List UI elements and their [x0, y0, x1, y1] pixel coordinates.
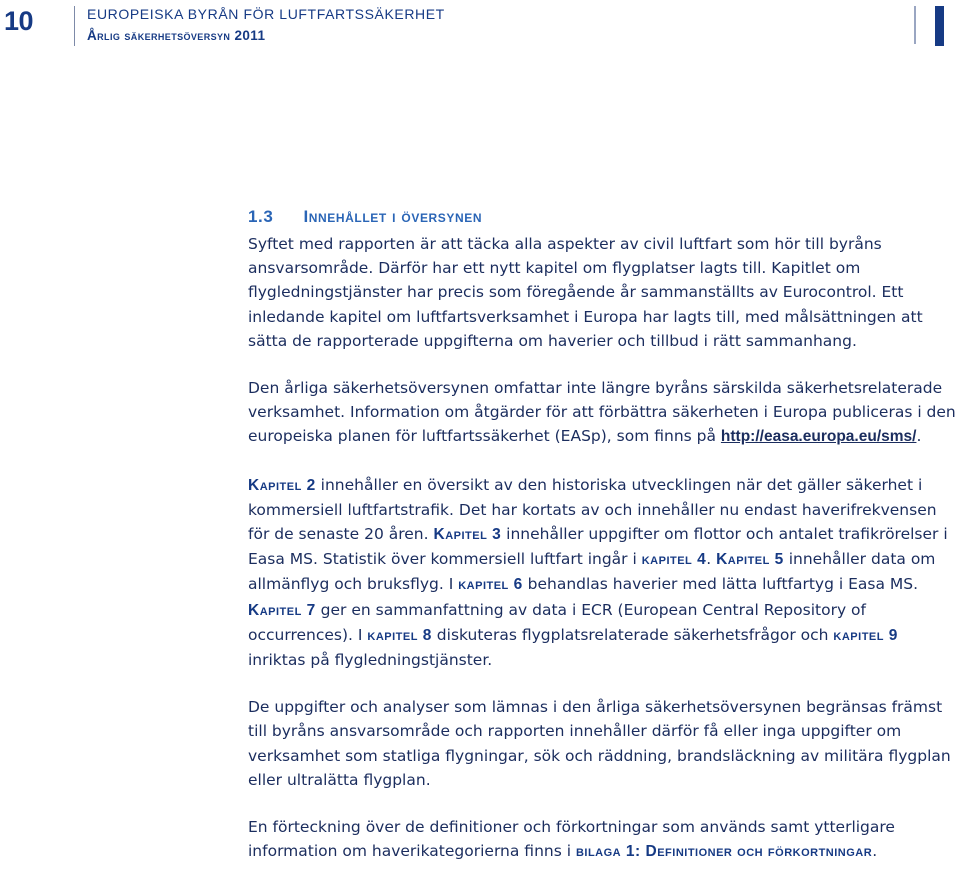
chapter-text-4: innehåller data om allmänflyg och bruksflyg. I	[248, 550, 936, 594]
chapter-text-7: diskuteras flygplatsrelaterade säkerhetsfrågor och	[431, 625, 834, 644]
paragraph-scope-text: Den årliga säkerhetsöversynen omfattar inte längre byråns särskilda säkerhetsrelaterade verksamhet. Information om åtgärder för att förbättra säkerheten i Europa publiceras i den europeiska planen för luftfartssäkerhet (EASp), som finns på	[248, 379, 956, 446]
section-heading	[248, 202, 956, 232]
chapter-6-ref[interactable]: kapitel 6	[458, 576, 523, 594]
main-content	[248, 202, 956, 887]
chapter-3-ref[interactable]: Kapitel 3	[433, 526, 502, 544]
paragraph-annex	[248, 815, 956, 864]
paragraph-annex-text: En förteckning över de definitioner och förkortningar som används samt ytterligare information om haverikategorierna finns i	[248, 818, 895, 861]
corner-mark-thin	[914, 6, 916, 44]
corner-mark-thick	[935, 6, 944, 46]
chapter-7-ref[interactable]: Kapitel 7	[248, 601, 316, 619]
chapter-text-2: innehåller uppgifter om flottor och antalet trafikrörelser i Easa MS. Statistik över kommersiell luftfart ingår i	[248, 525, 948, 569]
annex-1-ref[interactable]: bilaga 1: Definitioner och förkortningar	[575, 843, 873, 861]
chapter-text-3: .	[706, 550, 717, 569]
paragraph-scope	[248, 376, 956, 450]
header-agency-name: EUROPEISKA BYRÅN FÖR LUFTFARTSSÄKERHET	[87, 6, 445, 22]
easp-link[interactable]: http://easa.europa.eu/sms/	[720, 428, 917, 446]
paragraph-chapters	[248, 473, 956, 673]
chapter-8-ref[interactable]: kapitel 8	[367, 626, 432, 644]
chapter-2-ref[interactable]: Kapitel 2	[248, 476, 316, 494]
section-title: Innehållet i översynen	[303, 207, 483, 226]
section-number: 1.3	[248, 207, 274, 226]
chapter-text-8: inriktas på flygledningstjänster.	[248, 651, 493, 670]
chapter-text-5: behandlas haverier med lätta luftfartyg i Easa MS.	[522, 575, 919, 594]
paragraph-scope-end: .	[916, 427, 922, 446]
header-divider	[74, 6, 75, 46]
chapter-text-6: ger en sammanfattning av data i ECR (European Central Repository of occurrences). I	[248, 600, 866, 644]
chapter-9-ref[interactable]: kapitel 9	[833, 626, 898, 644]
paragraph-annex-end: .	[872, 842, 878, 861]
paragraph-purpose: Syftet med rapporten är att täcka alla aspekter av civil luftfart som hör till byråns ansvarsområde. Därför har ett nytt kapitel om flygplatser lagts till. Kapitlet om flygledningstjänster har precis som föregående år sammanställts av Eurocontrol. Ett inledande kapitel om luftfartsverksamhet i Europa har lagts till, med målsättningen att sätta de rapporterade uppgifterna om haverier och tillbud i rätt sammanhang.	[248, 235, 923, 350]
chapter-text-1: innehåller en översikt av den historiska utvecklingen när det gäller säkerhet i kommersiell luftfartstrafik. Det har kortats av och innehåller nu endast haverifrekvensen för de senaste 20 åren.	[248, 475, 937, 544]
page-number: 10	[4, 6, 34, 36]
chapter-4-ref[interactable]: kapitel 4	[641, 551, 707, 569]
header-report-title: Årlig säkerhetsöversyn 2011	[87, 28, 266, 43]
chapter-5-ref[interactable]: Kapitel 5	[716, 551, 784, 569]
paragraph-limitations: De uppgifter och analyser som lämnas i den årliga säkerhetsöversynen begränsas främst till byråns ansvarsområde och rapporten innehåller därför få eller inga uppgifter om verksamhet som statliga flygningar, sök och räddning, brandsläckning av militära flygplan eller ultralätta flygplan.	[248, 698, 951, 789]
